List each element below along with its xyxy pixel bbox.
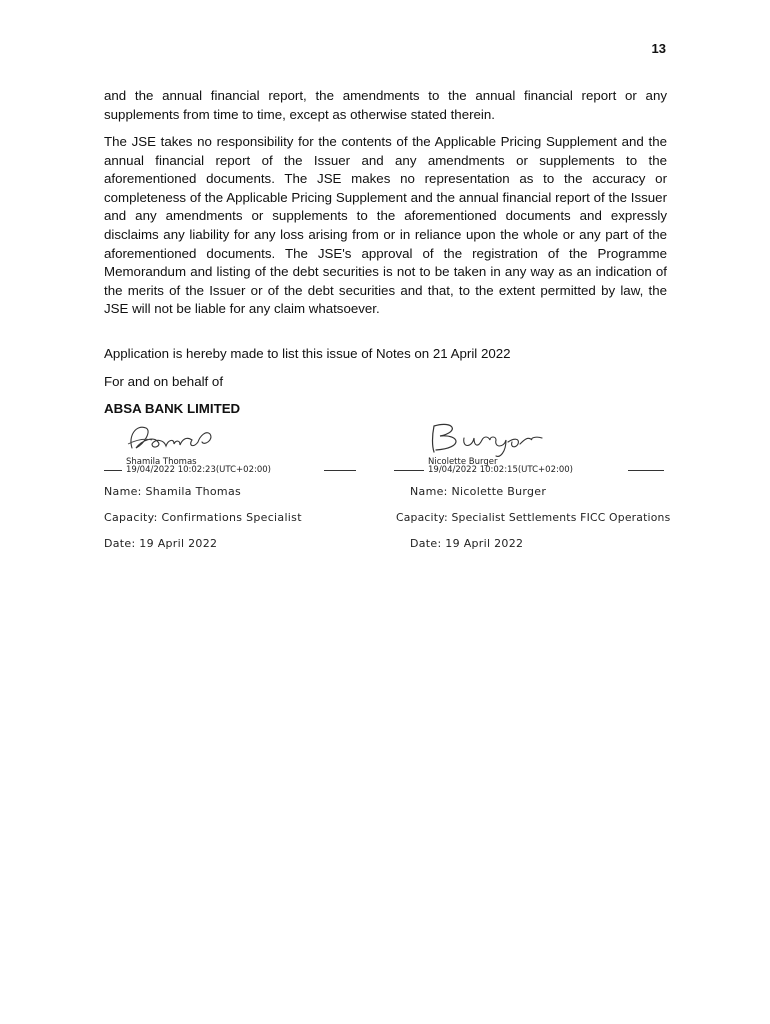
signature-image-thomas [122,418,222,462]
signatory-capacity-right: Capacity: Specialist Settlements FICC Operations [396,511,671,524]
signatory-date-left: Date: 19 April 2022 [104,537,218,550]
signature-block-left [104,418,358,478]
signature-image-burger [424,418,564,462]
paragraph-annual-report: and the annual financial report, the amendments to the annual financial report or any supplements from time to time, except as otherwise stated therein. [104,88,667,122]
signature-line [628,470,664,471]
signature-caption-left: Shamila Thomas 19/04/2022 10:02:23(UTC+02:00) [126,457,271,475]
signature-line [394,470,424,471]
page-number: 13 [651,41,666,56]
signatory-capacity-left: Capacity: Confirmations Specialist [104,511,302,524]
paragraph-application: Application is hereby made to list this issue of Notes on 21 April 2022 [104,346,511,361]
signature-caption-right: Nicolette Burger 19/04/2022 10:02:15(UTC+02:00) [428,457,573,475]
paragraph-on-behalf: For and on behalf of [104,374,224,389]
signatory-date-right: Date: 19 April 2022 [410,537,524,550]
signature-block-right [394,418,666,478]
company-name: ABSA BANK LIMITED [104,401,241,416]
signature-line [104,470,122,471]
signature-line [324,470,356,471]
paragraph-jse-disclaimer: The JSE takes no responsibility for the contents of the Applicable Pricing Supplement and the annual financial report of the Issuer and any amendments or supplements to the aforementioned documents. The JSE makes no representation as to the accuracy or completeness of the Applicable Pricing Supplement and the annual financial report of the Issuer and any amendments or supplements to the aforementioned documents and expressly disclaims any liability for any loss arising from or in reliance upon the whole or any part of the aforementioned documents. The JSE's approval of the registration of the Programme Memorandum and listing of the debt securities is not to be taken in any way as an indication of the merits of the Issuer or of the debt securities and that, to the extent permitted by law, the JSE will not be liable for any claim whatsoever. [104,134,667,317]
signatory-name-right: Name: Nicolette Burger [410,485,547,498]
signatory-name-left: Name: Shamila Thomas [104,485,242,498]
